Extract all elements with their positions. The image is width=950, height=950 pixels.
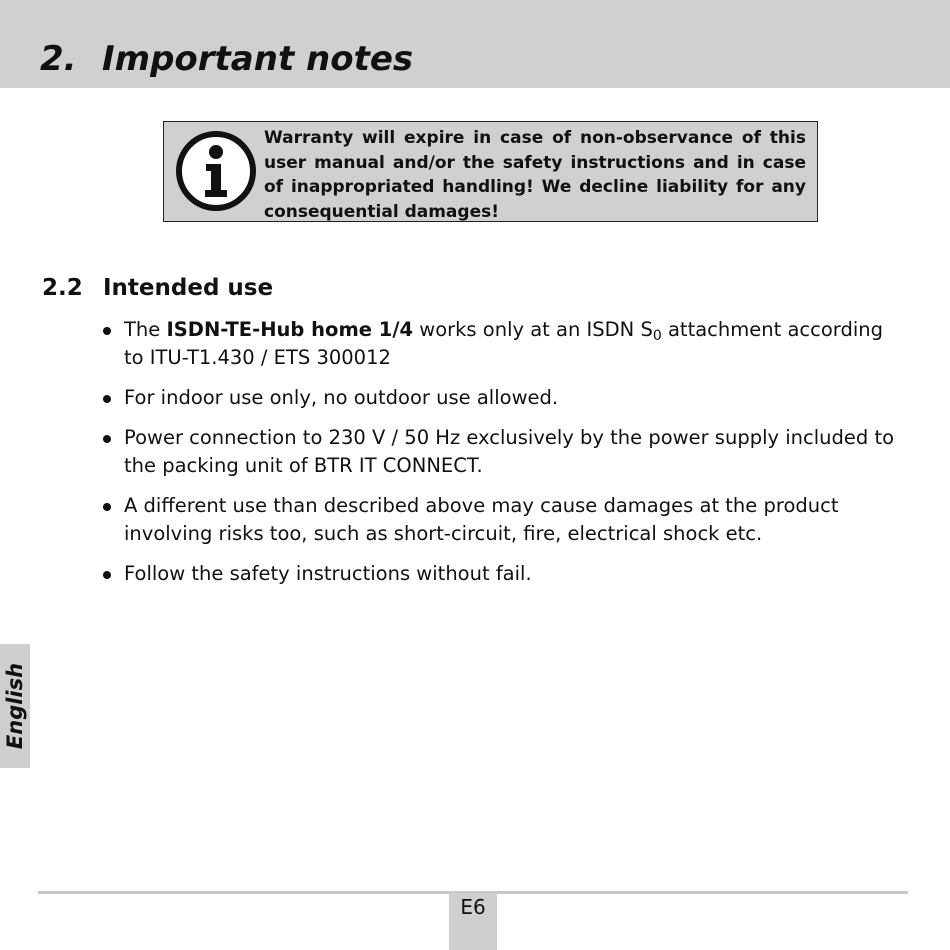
subscript: 0 — [652, 328, 662, 344]
chapter-number: 2. — [40, 39, 77, 79]
product-name: ISDN-TE-Hub home 1/4 — [166, 318, 414, 341]
bullet-icon — [103, 435, 111, 443]
page-number: E6 — [460, 895, 486, 919]
chapter-title-text: Important notes — [102, 39, 414, 79]
warranty-notice-text: Warranty will expire in case of non-observance of this user manual and/or the safety instructions and in case of inappropriated handling! We decline liability for any consequential damages! — [264, 128, 806, 222]
warranty-notice-box — [163, 121, 818, 222]
list-item — [102, 316, 902, 372]
list-item — [102, 492, 902, 548]
bullet-icon — [103, 395, 111, 403]
section-heading — [42, 271, 273, 305]
bullet-icon — [103, 571, 111, 579]
section-title: Intended use — [103, 275, 274, 301]
list-item-text: attachment according to ITU-T1.430 / ETS 300012 — [124, 318, 883, 369]
language-side-tab — [0, 644, 30, 768]
list-item-text: A different use than described above may cause damages at the product involving risks too, such as short-circuit, fire, electrical shock etc. — [124, 494, 839, 545]
page-number-tab — [449, 893, 497, 950]
list-item-text: works only at an ISDN S — [413, 318, 653, 341]
list-item — [102, 384, 902, 412]
list-item-text: For indoor use only, no outdoor use allowed. — [124, 386, 559, 409]
list-item — [102, 560, 902, 588]
bullet-icon — [103, 327, 111, 335]
bullet-icon — [103, 503, 111, 511]
list-item-text: Follow the safety instructions without fail. — [124, 562, 532, 585]
list-item — [102, 424, 902, 480]
intended-use-list — [102, 316, 902, 600]
info-icon — [175, 130, 257, 212]
section-number: 2.2 — [42, 275, 83, 301]
list-item-text: The — [124, 318, 167, 341]
list-item-text: Power connection to 230 V / 50 Hz exclusively by the power supply included to the packing unit of BTR IT CONNECT. — [124, 426, 895, 477]
chapter-title — [40, 36, 413, 82]
language-label: English — [3, 662, 27, 750]
